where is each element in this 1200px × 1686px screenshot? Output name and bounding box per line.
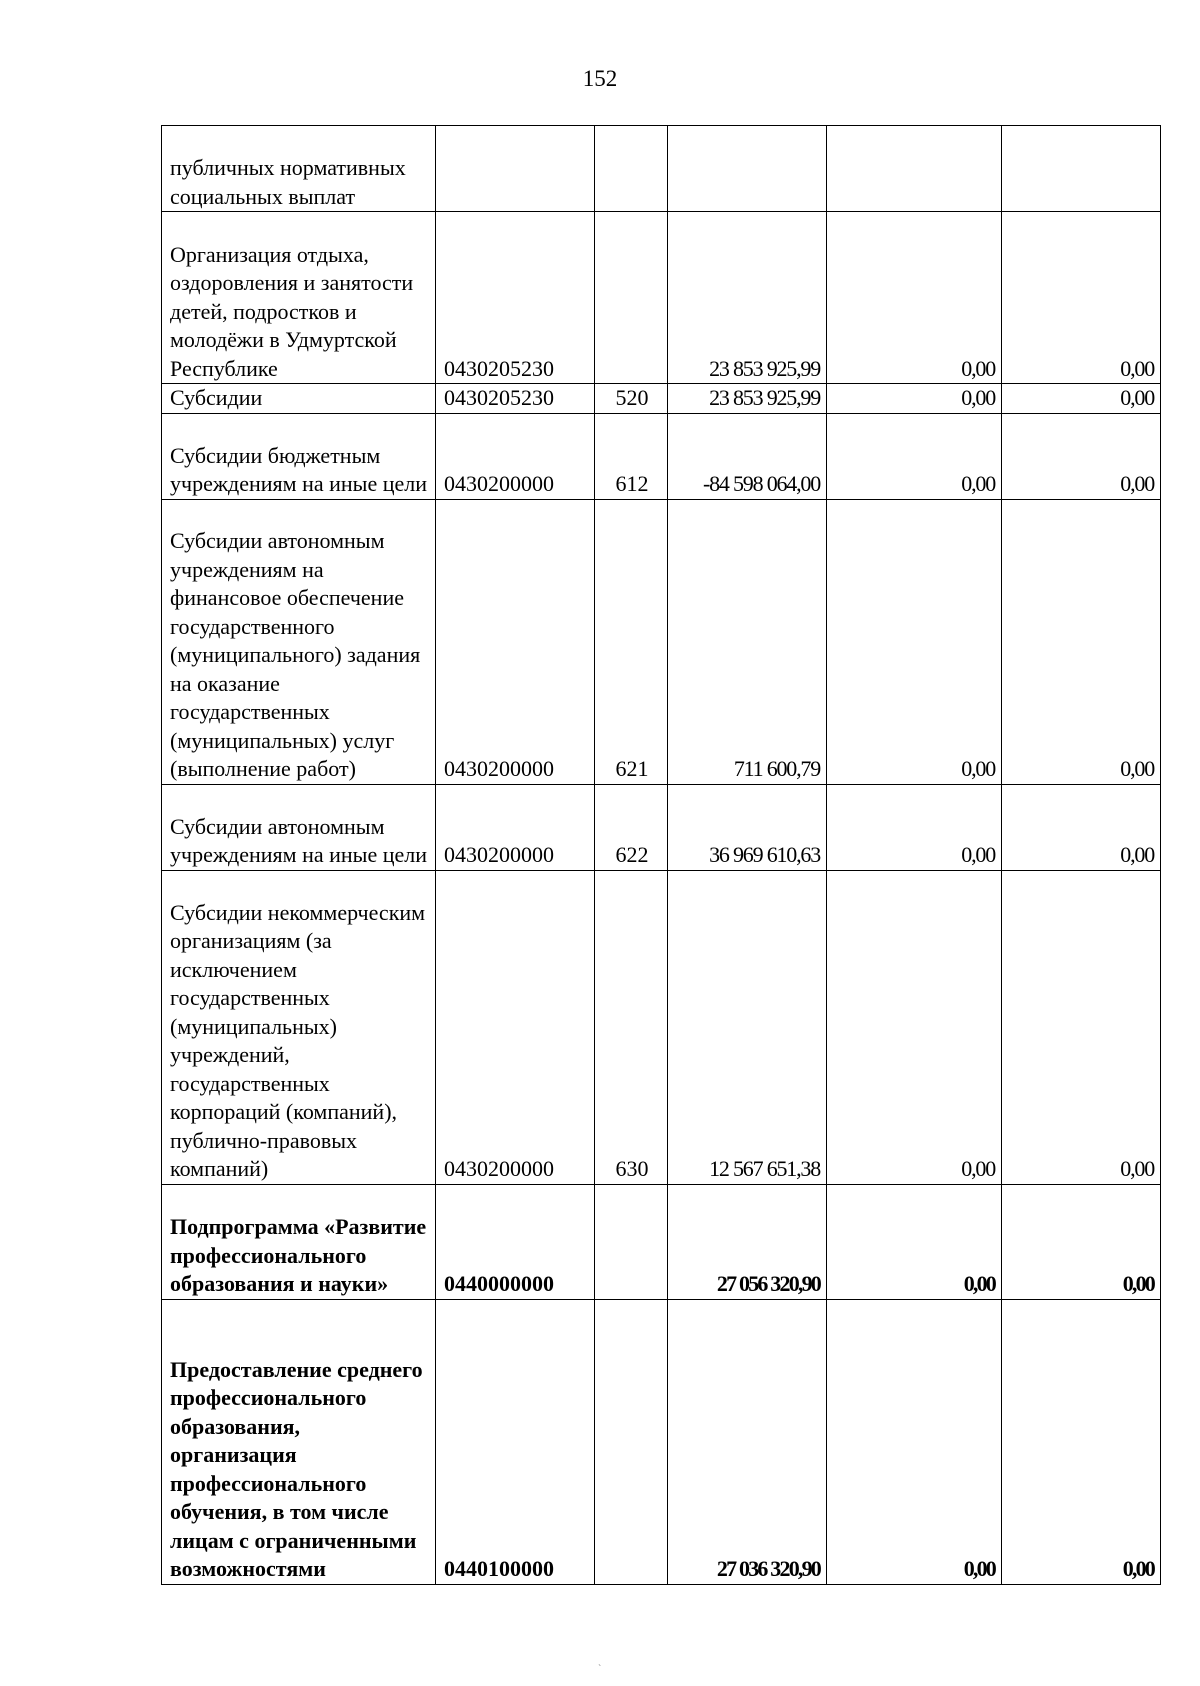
target-article-code: 0440000000 (436, 1184, 595, 1299)
row-name: Субсидии (162, 384, 436, 414)
amount-year-2: 0,00 (827, 413, 1002, 499)
amount-year-3: 0,00 (1002, 784, 1161, 870)
amount-year-1: 23 853 925,99 (668, 212, 827, 384)
target-article-code (436, 126, 595, 212)
row-name: Субсидии некоммерческим организациям (за исключением государственных (муниципальных) учреждений, государственных корпораций (компаний), публично-правовых компаний) (162, 870, 436, 1184)
table-row (162, 784, 1161, 870)
expense-type-code: 612 (595, 413, 668, 499)
amount-year-2: 0,00 (827, 499, 1002, 784)
expense-type-code (595, 1299, 668, 1584)
amount-year-3: 0,00 (1002, 499, 1161, 784)
budget-table (161, 125, 1161, 1585)
row-name: Подпрограмма «Развитие профессионального образования и науки» (162, 1184, 436, 1299)
amount-year-2: 0,00 (827, 212, 1002, 384)
amount-year-3: 0,00 (1002, 1184, 1161, 1299)
table-row (162, 1184, 1161, 1299)
scan-artifact: ` (598, 1664, 602, 1675)
amount-year-2: 0,00 (827, 870, 1002, 1184)
target-article-code: 0430200000 (436, 870, 595, 1184)
amount-year-3: 0,00 (1002, 870, 1161, 1184)
amount-year-1: 711 600,79 (668, 499, 827, 784)
row-name: Субсидии автономным учреждениям на иные цели (162, 784, 436, 870)
target-article-code: 0430200000 (436, 413, 595, 499)
amount-year-1: 23 853 925,99 (668, 384, 827, 414)
amount-year-1: 36 969 610,63 (668, 784, 827, 870)
expense-type-code: 621 (595, 499, 668, 784)
table-row (162, 126, 1161, 212)
amount-year-2 (827, 126, 1002, 212)
page-number: 152 (582, 66, 618, 91)
amount-year-1: 27 036 320,90 (668, 1299, 827, 1584)
row-name: Предоставление среднего профессионального образования, организация профессионального обучения, в том числе лицам с ограниченными возможностями (162, 1299, 436, 1584)
table-row (162, 499, 1161, 784)
table-row (162, 413, 1161, 499)
amount-year-1: 12 567 651,38 (668, 870, 827, 1184)
amount-year-2: 0,00 (827, 1184, 1002, 1299)
row-name: публичных нормативных социальных выплат (162, 126, 436, 212)
target-article-code: 0430200000 (436, 784, 595, 870)
amount-year-2: 0,00 (827, 1299, 1002, 1584)
amount-year-3: 0,00 (1002, 384, 1161, 414)
target-article-code: 0430205230 (436, 212, 595, 384)
table-row (162, 212, 1161, 384)
row-name: Организация отдыха, оздоровления и занятости детей, подростков и молодёжи в Удмуртской Республике (162, 212, 436, 384)
amount-year-3: 0,00 (1002, 413, 1161, 499)
target-article-code: 0440100000 (436, 1299, 595, 1584)
table-row (162, 1299, 1161, 1584)
target-article-code: 0430205230 (436, 384, 595, 414)
expense-type-code: 520 (595, 384, 668, 414)
amount-year-2: 0,00 (827, 784, 1002, 870)
amount-year-3 (1002, 126, 1161, 212)
amount-year-1: -84 598 064,00 (668, 413, 827, 499)
amount-year-1: 27 056 320,90 (668, 1184, 827, 1299)
row-name: Субсидии бюджетным учреждениям на иные цели (162, 413, 436, 499)
target-article-code: 0430200000 (436, 499, 595, 784)
amount-year-3: 0,00 (1002, 212, 1161, 384)
table-row (162, 870, 1161, 1184)
expense-type-code (595, 126, 668, 212)
amount-year-1 (668, 126, 827, 212)
expense-type-code (595, 1184, 668, 1299)
amount-year-2: 0,00 (827, 384, 1002, 414)
expense-type-code (595, 212, 668, 384)
expense-type-code: 622 (595, 784, 668, 870)
table-row (162, 384, 1161, 414)
expense-type-code: 630 (595, 870, 668, 1184)
amount-year-3: 0,00 (1002, 1299, 1161, 1584)
row-name: Субсидии автономным учреждениям на финансовое обеспечение государственного (муниципального) задания на оказание государственных (муниципальных) услуг (выполнение работ) (162, 499, 436, 784)
